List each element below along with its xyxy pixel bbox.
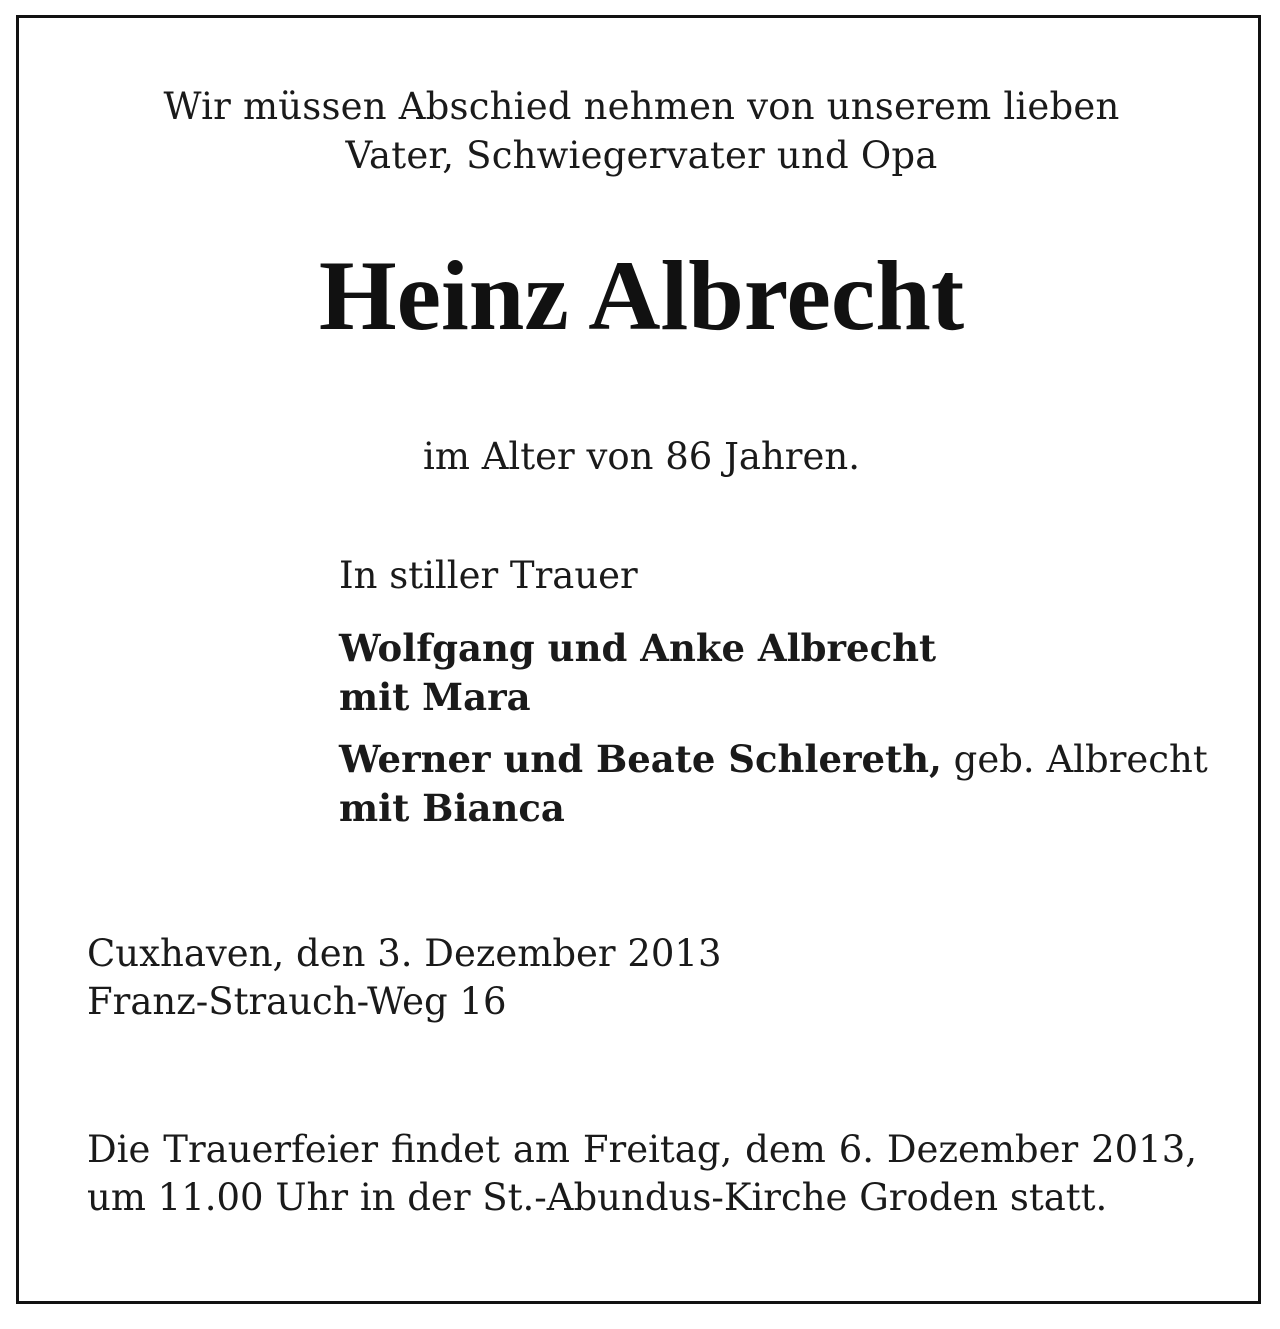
family-names: Wolfgang und Anke Albrecht [339, 626, 937, 670]
deceased-name: Heinz Albrecht [318, 240, 965, 351]
family-names-line [339, 624, 1239, 673]
age-line: im Alter von 86 Jahren. [423, 435, 860, 478]
intro-line-2: Vater, Schwiegervater und Opa [345, 134, 938, 177]
mourning-lead: In stiller Trauer [339, 554, 638, 597]
ceremony-text: Die Trauerfeier findet am Freitag, dem 6. Dezember 2013, um 11.00 Uhr in der St.-Abundus-Kirche Groden statt. [87, 1128, 1197, 1219]
intro-text [19, 82, 1264, 180]
family-names-line [339, 735, 1239, 784]
family-suffix: geb. Albrecht [941, 738, 1208, 781]
place-date: Cuxhaven, den 3. Dezember 2013 [87, 932, 722, 975]
mourners-block [339, 552, 1239, 846]
intro-line-1: Wir müssen Abschied nehmen von unserem lieben [163, 85, 1120, 128]
family-entry [339, 624, 1239, 721]
family-with: mit Bianca [339, 786, 565, 830]
obituary-notice [16, 15, 1261, 1304]
location-block [87, 930, 1087, 1026]
family-with: mit Mara [339, 675, 531, 719]
family-entry [339, 735, 1239, 832]
address: Franz-Strauch-Weg 16 [87, 980, 507, 1023]
family-names: Werner und Beate Schlereth, [339, 737, 942, 781]
